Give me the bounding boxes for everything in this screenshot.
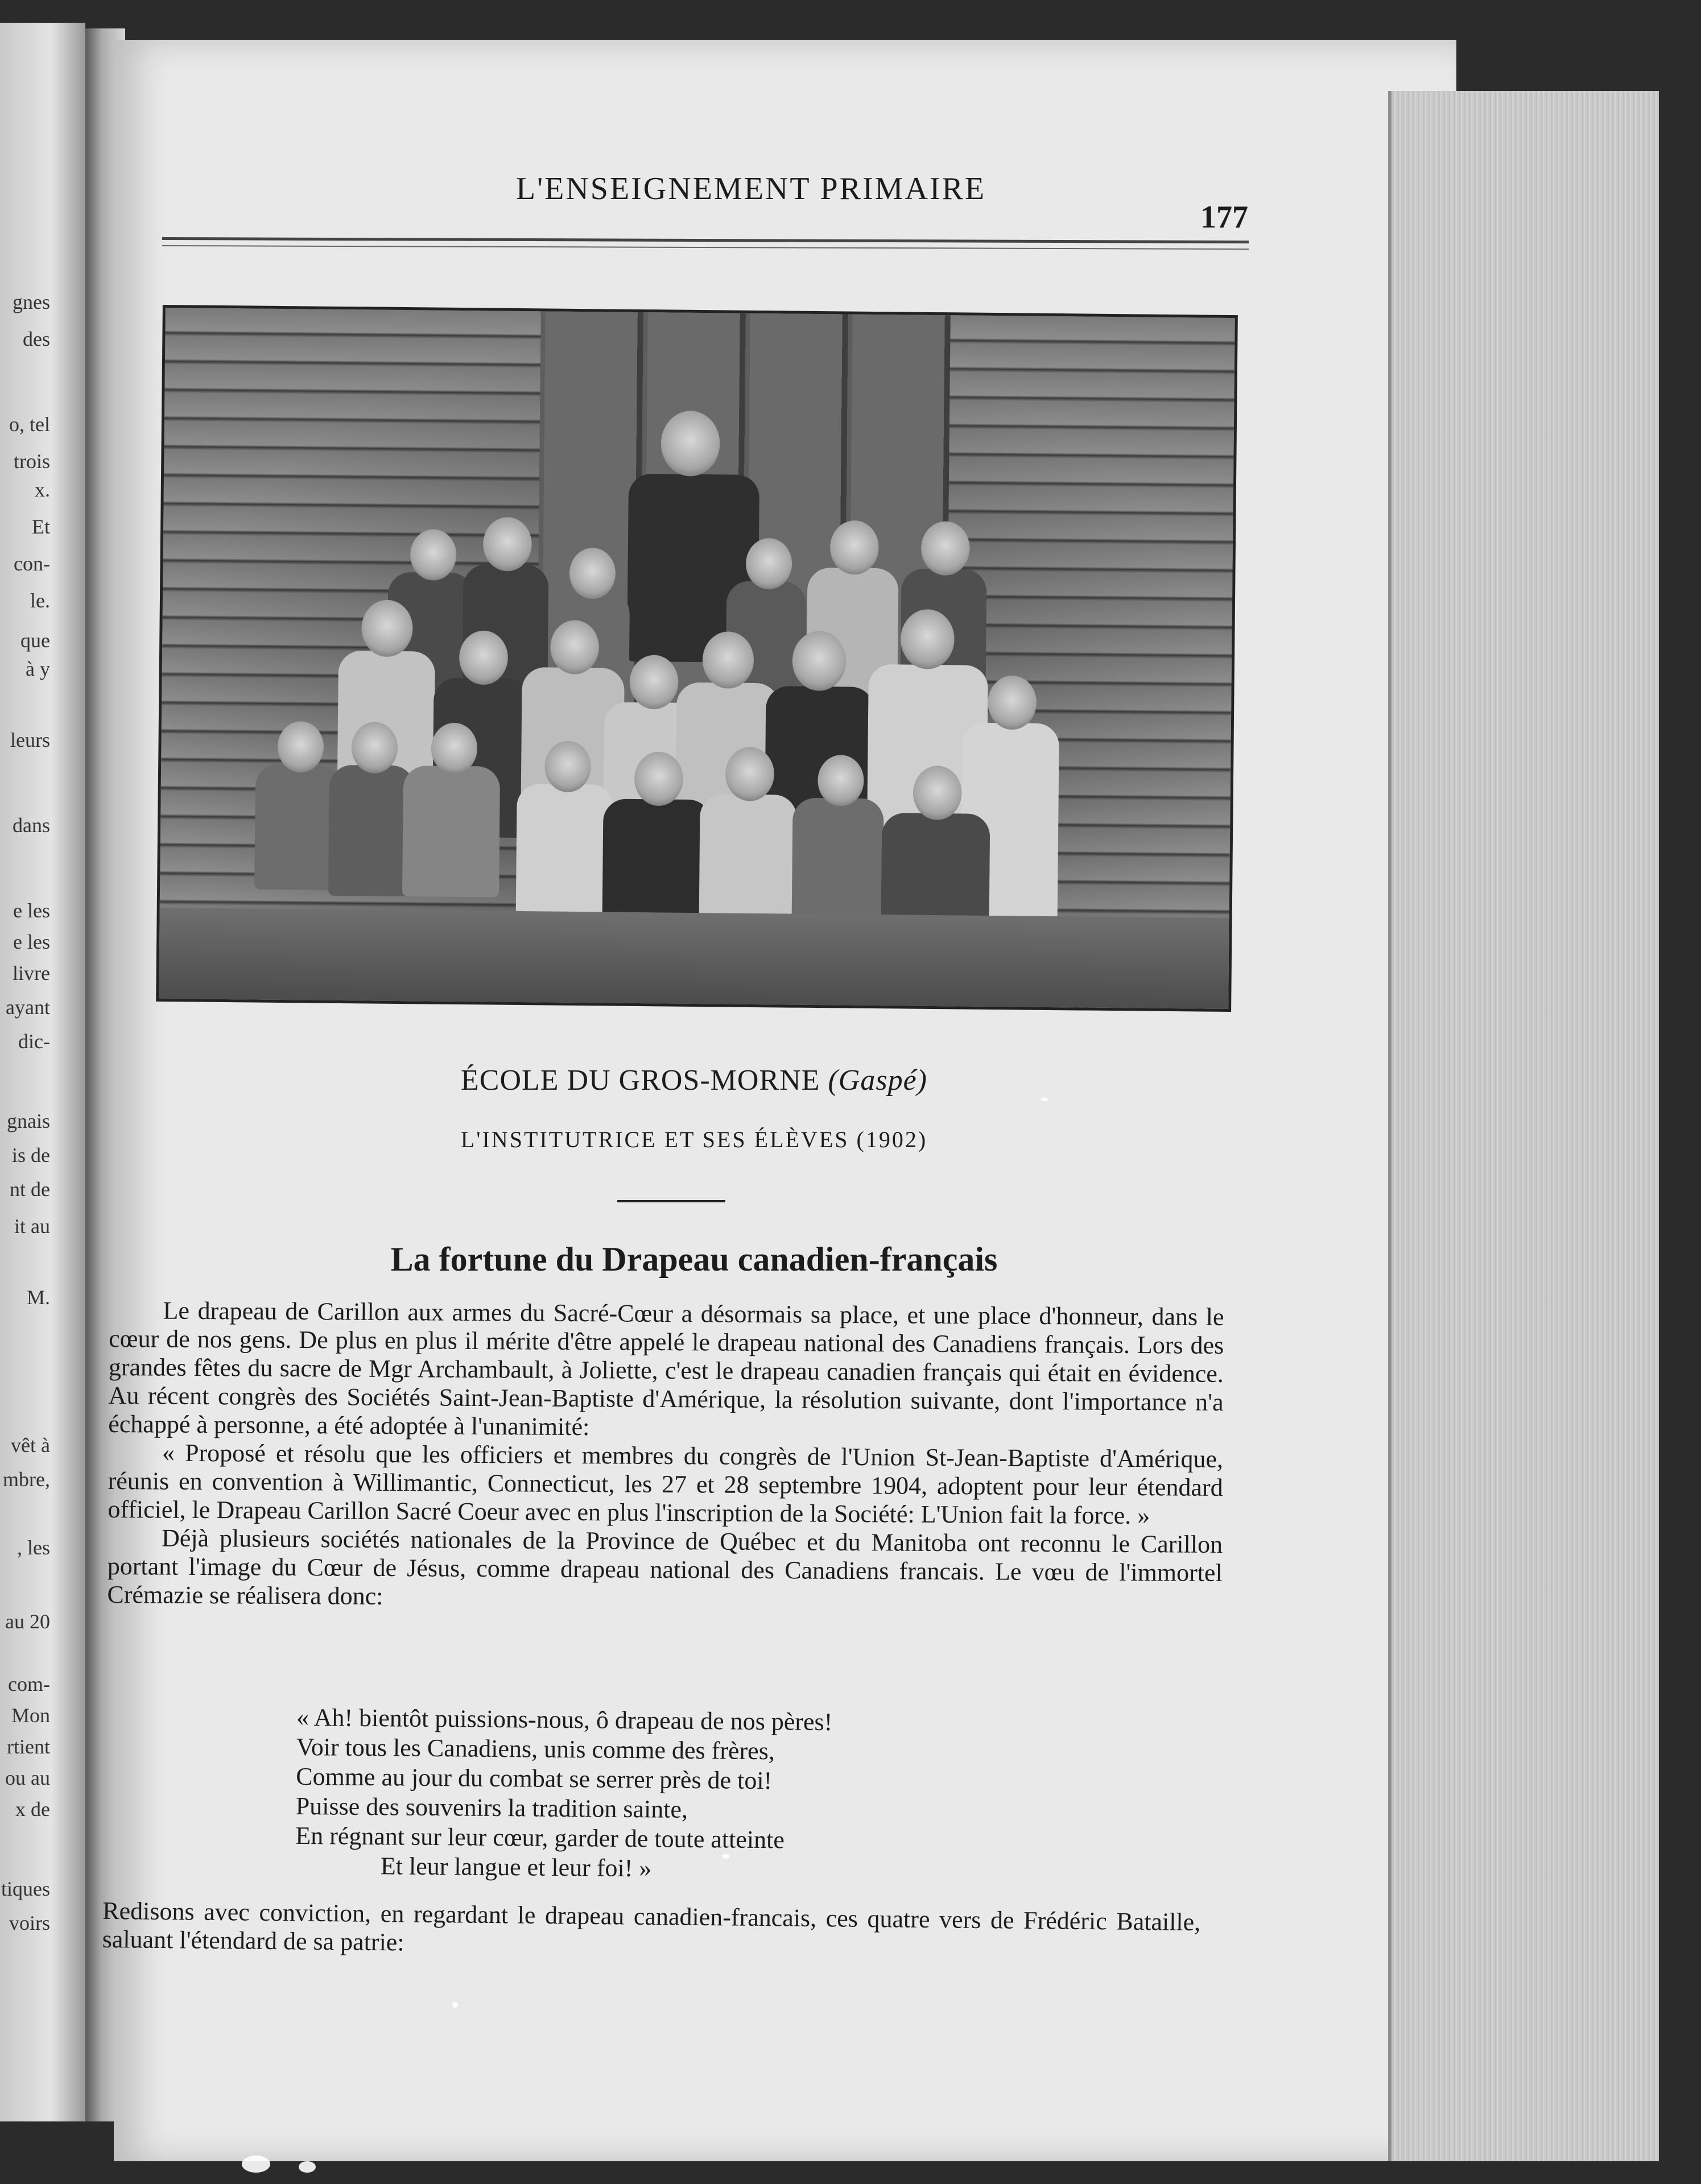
scan-dust-speck [452,2002,458,2008]
left-page-text-fragment: tiques [1,1877,50,1900]
figure-head [913,766,962,820]
figure-body [515,784,613,916]
figure-head [702,631,754,689]
figure-head [830,520,879,575]
figure-head [988,675,1037,730]
left-page-text-fragment: x de [15,1798,50,1821]
paragraph-1: Le drapeau de Carillon aux armes du Sacré-Cœur a désormais sa place, et une place d'honneur, dans le cœur de nos gens. De plus en plus il mérite d'être appelé le drapeau national des Canadiens français. Lors des grandes fêtes du sacre de Mgr Archambault, à Joliette, c'est le drapeau canadien français qui était en évidence. Au récent congrès des Sociétés Saint-Jean-Baptiste d'Amérique, la résolution suivante, dont l'importance n'a échappé à personne, a été adoptée à l'unanimité: [108,1296,1224,1441]
figure-head [483,517,532,572]
paragraph-3: Déjà plusieurs sociétés nationales de la Province de Québec et du Manitoba ont reconnu le Carillon portant l'image du Cœur de Jésus, comme drapeau national des Canadiens francais. Le vœu de l'immortel Crémazie se réalisera donc: [107,1524,1223,1610]
figure-head [352,722,398,774]
article-title: La fortune du Drapeau canadien-français [390,1240,998,1278]
figure-caption-subtitle: L'INSTITUTRICE ET SES ÉLÈVES (1902) [460,1127,928,1152]
left-page-text-fragment: e les [13,899,50,922]
poem-line: Comme au jour du combat se serrer près de toi! [296,1762,773,1795]
article-body [107,1296,1224,1616]
left-page-text-fragment: trois [13,450,50,473]
figure-caption-title [284,1064,1104,1097]
poem-line: Et leur langue et leur foi! » [380,1852,652,1883]
figure-head [901,609,955,669]
left-facing-page [0,23,85,2121]
left-page-text-fragment: o, tel [9,413,50,436]
figure-head [550,620,599,675]
figure-body [791,798,883,930]
poem-line: « Ah! bientôt puissions-nous, ô drapeau de nos pères! [296,1703,833,1736]
figure-head [569,548,616,599]
left-page-text-fragment: livre [13,962,50,985]
left-page-text-fragment: x. [35,478,50,501]
left-page-text-fragment: rtient [7,1735,50,1758]
caption-school-name: ÉCOLE DU GROS-MORNE [461,1064,820,1097]
figure-head [725,747,774,801]
figure-head [459,630,508,685]
left-page-text-fragment: le. [30,589,50,612]
poem-line: En régnant sur leur cœur, garder de toute atteinte [295,1821,785,1854]
left-page-text-fragment: voirs [9,1912,50,1934]
left-page-text-fragment: con- [14,552,50,575]
left-page-text-fragment: au 20 [5,1610,50,1633]
scan-dust-speck [722,1854,729,1859]
left-page-text-fragment: à y [26,657,50,680]
left-page-text-fragment: leurs [10,729,50,751]
page-block-edges [1388,91,1659,2161]
figure-body [328,765,414,896]
paragraph-2-resolution: « Proposé et résolu que les officiers et membres du congrès de l'Union St-Jean-Baptiste d'Amérique, réunis en convention à Willimantic, Connecticut, les 27 et 28 septembre 1904, adoptent pour leur étendard officiel, le Drapeau Carillon Sacré Coeur avec en plus l'inscription de la Société: L'Union fait la force. » [108,1438,1224,1530]
poem-line: Puisse des souvenirs la tradition sainte, [295,1792,688,1823]
figure-body [602,799,711,930]
figure-head [629,655,678,709]
left-page-text-fragment: mbre, [3,1468,50,1491]
figure-body [699,794,796,926]
scan-dust-speck [299,2161,316,2173]
left-page-text-fragment: vêt à [11,1434,50,1457]
left-page-text-fragment: , les [17,1536,50,1559]
section-divider [617,1200,725,1202]
photo-figures [159,308,1235,1009]
scan-dust-speck [1041,1098,1048,1101]
left-page-text-fragment: gnes [13,291,50,313]
poem-quote [295,1703,1093,1887]
figure-head [818,755,864,806]
left-page-text-fragment: is de [12,1144,50,1167]
left-page-text-fragment: M. [26,1286,50,1309]
figure-head [921,521,970,576]
figure-head [278,721,324,773]
page-number: 177 [1200,200,1248,235]
left-page-text-fragment: nt de [10,1178,50,1201]
left-page-text-fragment: it au [14,1215,50,1238]
figure-head [544,741,591,792]
left-page-text-fragment: des [23,328,50,350]
figure-head [634,751,683,806]
left-page-text-fragment: que [20,629,50,652]
poem-line: Voir tous les Canadiens, unis comme des frères, [296,1732,775,1765]
left-page-text-fragment: ou au [5,1767,50,1789]
figure-body [402,766,499,897]
figure-body [254,764,341,890]
closing-paragraph: Redisons avec conviction, en regardant le drapeau canadien-francais, ces quatre vers de Frédéric Bataille, saluant l'étendard de sa patrie: [102,1896,1201,1956]
left-page-text-fragment: e les [13,930,50,953]
figure-head [792,631,847,691]
left-page-text-fragment: Mon [11,1704,50,1727]
left-page-text-fragment: dic- [18,1030,50,1053]
figure-head [431,723,478,775]
figure-head [660,411,720,477]
left-page-text-fragment: ayant [6,996,50,1019]
photo-ground [159,908,1229,1009]
scan-dust-speck [242,2156,270,2173]
class-photograph [156,305,1238,1012]
left-page-text-fragment: dans [13,814,50,837]
left-page-text-fragment: com- [8,1673,50,1695]
figure-head [361,599,413,657]
left-page-text-fragment: gnais [7,1110,50,1132]
figure-head [410,529,457,581]
running-head: L'ENSEIGNEMENT PRIMAIRE [515,171,986,206]
figure-head [746,538,792,590]
left-page-text-fragment: Et [32,515,50,538]
caption-place: (Gaspé) [828,1064,927,1097]
